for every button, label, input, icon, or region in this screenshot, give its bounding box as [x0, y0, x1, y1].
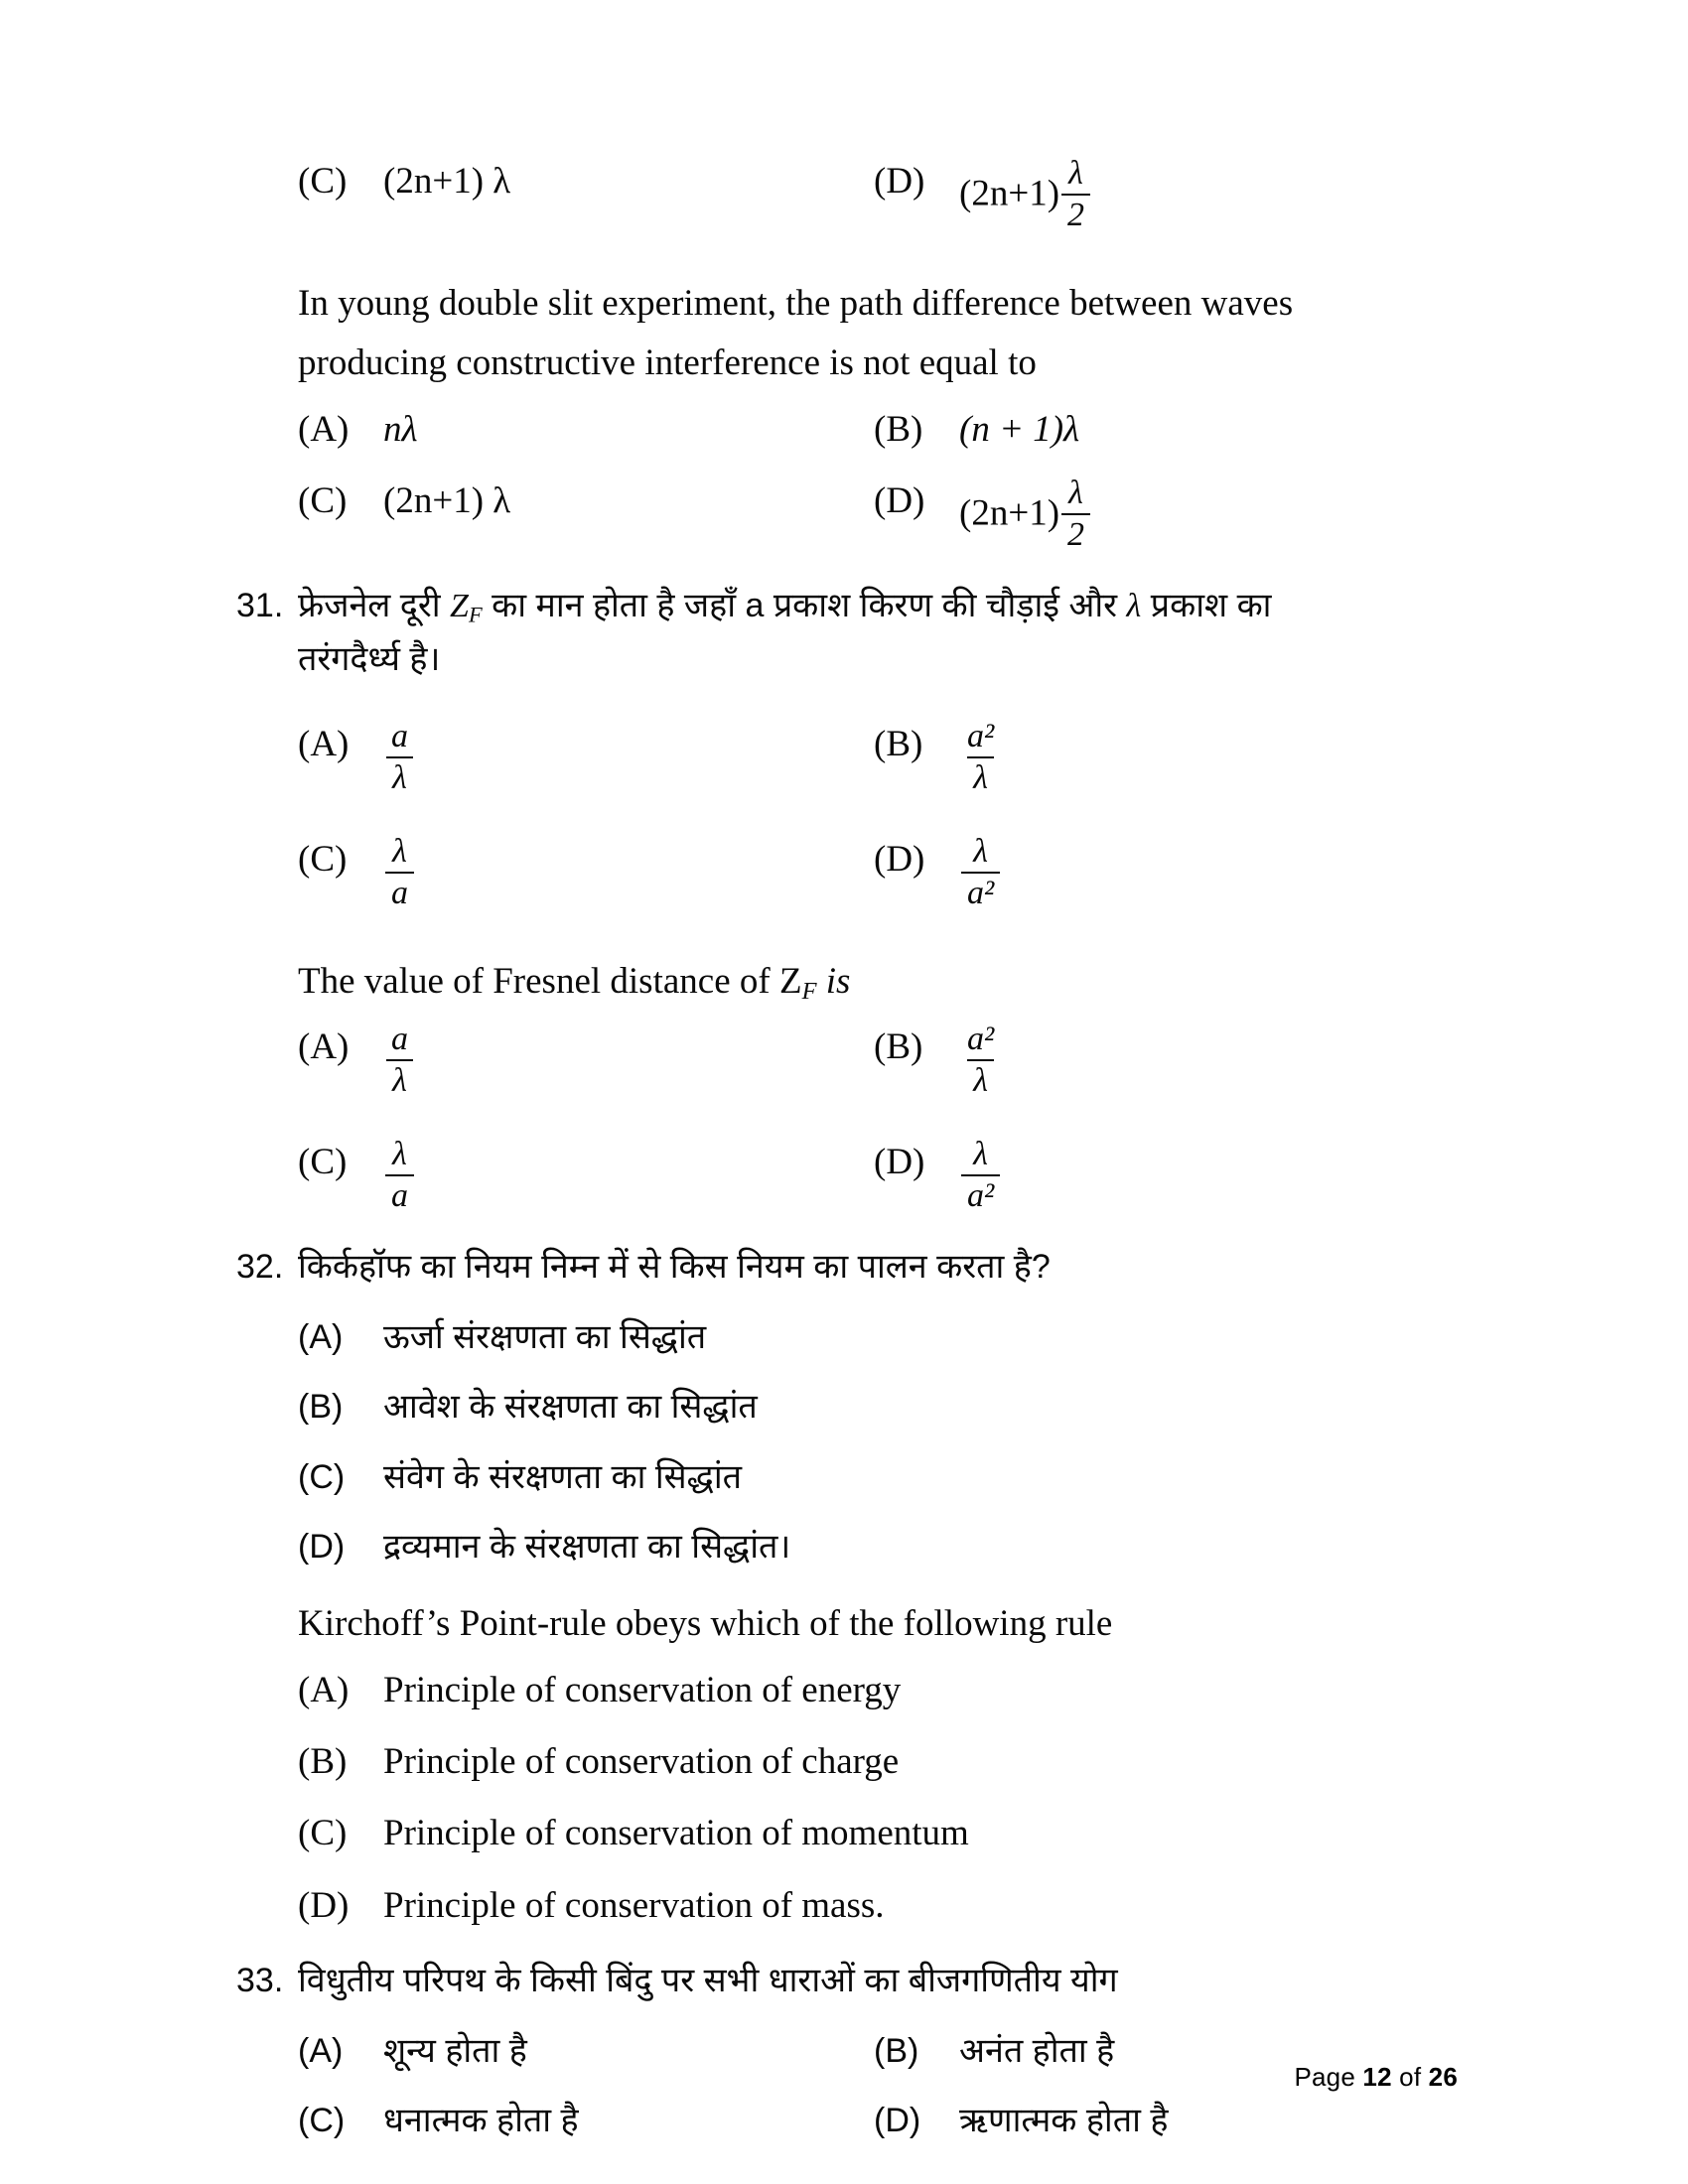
option-label-b: (B) — [298, 1741, 348, 1783]
q33-options-row-ab — [298, 2029, 1450, 2073]
fraction-lambda-over-2 — [1061, 477, 1090, 552]
q32-hindi-option-a — [298, 1315, 1450, 1359]
spacer — [298, 823, 1450, 837]
option-text-a: Principle of conservation of energy — [383, 1669, 902, 1710]
fraction-denominator: a² — [961, 872, 1000, 910]
fraction-numerator: λ — [1068, 475, 1083, 512]
option-text-d: ऋणात्मक होता है — [959, 2101, 1169, 2139]
question-33-hindi-body: विधुतीय परिपथ के किसी बिंदु पर सभी धाराओं का बीजगणितीय योग — [298, 1961, 1118, 1999]
option-text-a: ऊर्जा संरक्षणता का सिद्धांत — [383, 1318, 707, 1357]
english-stem-line-1: In young double slit experiment, the path difference between waves — [298, 283, 1294, 324]
fraction-numerator: λ — [1068, 155, 1083, 192]
option-text-d: Principle of conservation of mass. — [383, 1884, 885, 1926]
fraction-numerator: a — [391, 1021, 408, 1058]
q32-eng-option-b — [298, 1739, 1450, 1785]
fraction-numerator: a² — [967, 717, 995, 754]
q32-hindi-option-b — [298, 1385, 1450, 1429]
option-label-d: (D) — [874, 838, 925, 880]
q31-english-symbol-zf — [778, 960, 817, 1005]
q33-option-d — [874, 2099, 1450, 2142]
option-text-c: धनात्मक होता है — [383, 2101, 579, 2139]
page-footer — [1294, 2062, 1458, 2093]
option-label-b: (B) — [874, 1026, 923, 1068]
option-c-carryover — [298, 159, 874, 205]
option-text-c: Principle of conservation of momentum — [383, 1813, 969, 1854]
spacer — [298, 1126, 1450, 1140]
fraction-lambda-over-a — [385, 832, 414, 911]
fraction-a2-over-lambda — [961, 1023, 1000, 1098]
fraction-denominator: a — [385, 872, 414, 910]
fraction-a2-over-lambda — [961, 717, 1000, 796]
q31-symbol-zf — [450, 588, 483, 627]
option-label-a: (A) — [298, 408, 350, 450]
fraction-denominator: λ — [967, 1059, 994, 1098]
fraction-denominator: 2 — [1061, 513, 1090, 552]
english-stem-young-double-slit — [298, 274, 1450, 393]
option-label-c: (C) — [298, 1457, 346, 1496]
option-label-b: (B) — [874, 408, 923, 450]
q31-hindi-part-a: फ्रेजनेल दूरी — [298, 587, 441, 625]
q33-option-c — [298, 2099, 874, 2142]
carryover-options-row — [298, 155, 1450, 234]
spacer — [298, 938, 1450, 952]
q31-hindi-part-b: का मान होता है जहाँ a प्रकाश किरण की चौड़ाई और — [492, 587, 1118, 625]
option-label-a: (A) — [298, 1318, 344, 1357]
question-31-stem — [236, 580, 1450, 685]
q31-english-stem-text: The value of Fresnel distance of — [298, 960, 779, 1002]
option-b — [874, 407, 1450, 453]
q32-english-option-d-row — [298, 1883, 1450, 1929]
option-label-a: (A) — [298, 1669, 350, 1710]
q33-option-a — [298, 2029, 874, 2073]
footer-middle: of — [1391, 2062, 1429, 2092]
question-31-hindi-body — [298, 580, 1271, 685]
q32-hindi-option-b-row — [298, 1385, 1450, 1429]
q31-english-options-row-ab — [298, 1021, 1450, 1100]
q31-symbol-z: Z — [450, 588, 469, 625]
q31-option-b — [874, 717, 1450, 797]
q32-hindi-option-d-row — [298, 1525, 1450, 1569]
footer-total-pages: 26 — [1428, 2062, 1458, 2092]
option-text-b: आवेश के संरक्षणता का सिद्धांत — [383, 1388, 758, 1427]
q31-eng-option-a — [298, 1021, 874, 1100]
q31-english-options-row-cd — [298, 1136, 1450, 1215]
english-stem-line-2: producing constructive interference is not equal to — [298, 341, 1037, 383]
fraction-denominator: λ — [386, 1059, 413, 1098]
option-label-b: (B) — [874, 723, 923, 764]
option-label-d: (D) — [298, 1527, 346, 1566]
q32-hindi-option-d — [298, 1525, 1450, 1569]
q31-symbol-lambda: λ — [1126, 588, 1142, 625]
fraction-numerator: λ — [392, 832, 407, 870]
question-31-number: 31. — [236, 587, 284, 625]
option-d-prefix: (2n+1) — [959, 173, 1060, 214]
option-label-d: (D) — [298, 1884, 350, 1926]
fraction-lambda-over-a2 — [961, 1138, 1000, 1213]
option-d-carryover — [874, 155, 1450, 234]
q31-option-d — [874, 832, 1450, 912]
option-label-b: (B) — [298, 1388, 344, 1427]
option-d-prefix: (2n+1) — [959, 492, 1060, 534]
fraction-a-over-lambda — [385, 717, 414, 796]
fraction-denominator: λ — [386, 756, 413, 795]
fraction-denominator: λ — [967, 756, 994, 795]
question-32-stem — [236, 1241, 1450, 1294]
q31-symbol-z-subscript: F — [468, 602, 483, 627]
q31-eng-option-d — [874, 1136, 1450, 1215]
option-text-a: शून्य होता है — [383, 2031, 527, 2070]
option-label-d: (D) — [874, 1142, 925, 1183]
q31-hindi-options-row-cd — [298, 832, 1450, 912]
fraction-numerator: a² — [967, 1021, 995, 1058]
option-text-b: अनंत होता है — [959, 2031, 1115, 2070]
q31-english-symbol-z: Z — [778, 960, 802, 1002]
q32-english-option-c-row — [298, 1811, 1450, 1856]
q31-option-c — [298, 832, 874, 912]
fraction-lambda-over-2 — [1061, 157, 1090, 232]
option-label-d: (D) — [874, 480, 925, 522]
option-label-b: (B) — [874, 2031, 919, 2070]
english-options-row-ab — [298, 407, 1450, 453]
option-text-c: (2n+1) λ — [383, 161, 511, 202]
q31-hindi-part-c: प्रकाश का — [1150, 587, 1272, 625]
option-label-c: (C) — [298, 838, 348, 880]
question-33-stem — [236, 1955, 1450, 2007]
footer-current-page: 12 — [1362, 2062, 1392, 2092]
option-text-c: संवेग के संरक्षणता का सिद्धांत — [383, 1457, 743, 1496]
footer-prefix: Page — [1294, 2062, 1363, 2092]
english-options-row-cd — [298, 475, 1450, 554]
option-label-c: (C) — [298, 161, 348, 202]
option-text-d — [959, 475, 1092, 554]
option-label-d: (D) — [874, 2101, 921, 2139]
option-label-c: (C) — [298, 480, 348, 522]
fraction-numerator: a — [391, 717, 408, 754]
q31-hindi-options-row-ab — [298, 717, 1450, 797]
q31-hindi-line-2: तरंगदैर्ध्य है। — [298, 639, 441, 678]
q31-english-symbol-z-subscript: F — [801, 977, 817, 1005]
fraction-denominator: a² — [961, 1174, 1000, 1213]
fraction-lambda-over-a — [385, 1138, 414, 1213]
spacer — [298, 260, 1450, 274]
option-text-a: nλ — [383, 408, 418, 450]
q31-eng-option-c — [298, 1136, 874, 1215]
spacer — [298, 708, 1450, 722]
q31-eng-option-b — [874, 1021, 1450, 1100]
option-label-a: (A) — [298, 723, 350, 764]
q32-english-option-b-row — [298, 1739, 1450, 1785]
q31-option-a — [298, 717, 874, 797]
fraction-a-over-lambda — [385, 1023, 414, 1098]
question-32-hindi-body: किर्कहॉफ का नियम निम्न में से किस नियम का पालन करता है? — [298, 1248, 1051, 1287]
q32-eng-option-a — [298, 1668, 1450, 1713]
q31-english-stem-is: is — [825, 960, 851, 1002]
fraction-numerator: λ — [392, 1136, 407, 1173]
option-text-b: (n + 1)λ — [959, 408, 1080, 450]
fraction-denominator: a — [385, 1174, 414, 1213]
q32-hindi-option-c-row — [298, 1455, 1450, 1499]
option-label-c: (C) — [298, 1813, 348, 1854]
option-a — [298, 407, 874, 453]
option-label-c: (C) — [298, 2101, 346, 2139]
option-label-a: (A) — [298, 1026, 350, 1068]
q32-hindi-option-a-row — [298, 1315, 1450, 1359]
option-label-a: (A) — [298, 2031, 344, 2070]
option-d — [874, 475, 1450, 554]
option-label-c: (C) — [298, 1142, 348, 1183]
fraction-lambda-over-a2 — [961, 832, 1000, 911]
q32-hindi-option-c — [298, 1455, 1450, 1499]
q32-english-stem: Kirchoff’s Point-rule obeys which of the following rule — [298, 1602, 1113, 1644]
fraction-numerator: λ — [973, 832, 988, 870]
page-content — [236, 155, 1450, 2168]
q32-eng-option-c — [298, 1811, 1450, 1856]
question-33-number: 33. — [236, 1961, 284, 1999]
q32-eng-option-d — [298, 1883, 1450, 1929]
option-text-b: Principle of conservation of charge — [383, 1741, 900, 1783]
option-text-c: (2n+1) λ — [383, 480, 511, 522]
q31-english-stem — [298, 952, 1450, 1012]
q33-options-row-cd — [298, 2099, 1450, 2142]
question-32-number: 32. — [236, 1248, 284, 1287]
option-c — [298, 478, 874, 524]
fraction-denominator: 2 — [1061, 194, 1090, 232]
option-label-d: (D) — [874, 161, 925, 202]
q32-english-option-a-row — [298, 1668, 1450, 1713]
option-text-d: द्रव्यमान के संरक्षणता का सिद्धांत। — [383, 1527, 791, 1566]
option-text-d — [959, 155, 1092, 234]
fraction-numerator: λ — [973, 1136, 988, 1173]
